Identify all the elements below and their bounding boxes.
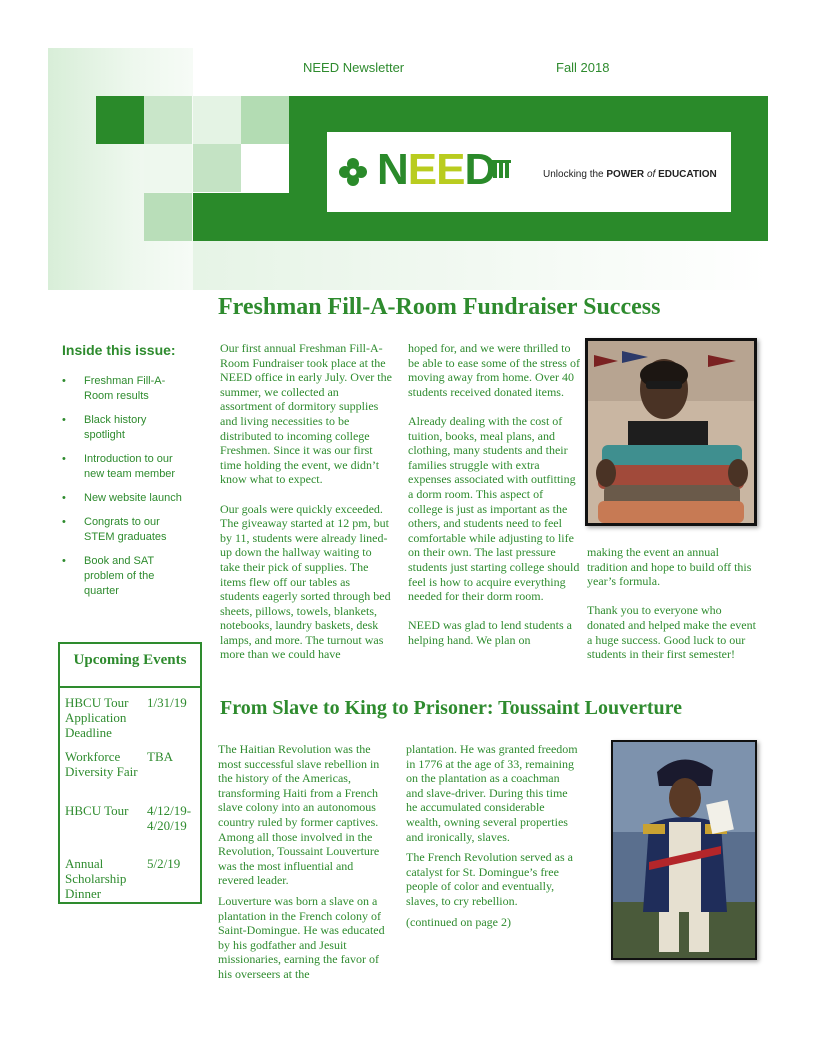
event-date: 1/31/19 <box>147 695 187 710</box>
student-photo <box>585 338 757 526</box>
issue-label: Fall 2018 <box>556 60 610 75</box>
event-date: 5/2/19 <box>147 856 181 871</box>
toc-item: • Congrats to our STEM graduates <box>60 515 190 545</box>
wordmark-n: N <box>377 145 408 194</box>
article2-paragraph: plantation. He was granted freedom in 1776 at the age of 33, remaining on the plantation as a coachman and slave-driver. During this time he accumulated considerable wealth, owning several properties and ironically, slaves. <box>406 742 578 844</box>
article2-paragraph: The Haitian Revolution was the most successful slave rebellion in the history of the Americas, transforming Haiti from a French slave colony into an autonomous country ruled by former captives. Among all those involved in the Revolution, Toussaint Louverture was the most influential and revered leader. <box>218 742 380 888</box>
event-date: 4/12/19-4/20/19 <box>147 803 192 833</box>
sidebar-title: Inside this issue: <box>62 342 176 358</box>
toc-item: • New website launch <box>60 491 190 506</box>
student-photo-image <box>588 341 754 523</box>
event-name: HBCU Tour <box>65 803 129 818</box>
banner-fade-strip <box>193 241 768 290</box>
article1-paragraph: making the event an annual tradition and hope to build off this year’s formula. <box>587 545 752 589</box>
event-name: Workforce Diversity Fair <box>65 749 138 779</box>
article1-column-1 <box>220 341 392 677</box>
newsletter-label: NEED Newsletter <box>303 60 405 75</box>
need-wordmark <box>377 144 495 196</box>
article1-paragraph: hoped for, and we were thrilled to be able to ease some of the stress of moving away from home. Over 40 students received donated items. <box>408 341 580 399</box>
tagline-education: EDUCATION <box>658 169 717 180</box>
tagline-power: POWER <box>606 169 645 180</box>
article1-paragraph: Our goals were quickly exceeded. The giveaway started at 12 pm, but by 11, students were already lined-up down the hallway waiting to take their pick of supplies. The items flew off our tables as students eagerly sorted through bed sheets, pillows, towels, blankets, notebooks, laundry baskets, desk lamps, and more. The turnout was more than we could have <box>220 501 391 662</box>
events-title: Upcoming Events <box>60 644 200 688</box>
wordmark-d: D <box>464 145 496 194</box>
toussaint-portrait-image <box>613 742 755 958</box>
article2-paragraph: Louverture was born a slave on a plantation in the French colony of Saint-Domingue. He was educated by his godfather and Jesuit missionaries, earning the favor of his overseers at the <box>218 893 385 981</box>
article2-column-2 <box>406 742 578 944</box>
event-date: TBA <box>147 749 173 764</box>
banner-square <box>193 144 241 192</box>
sidebar-toc <box>60 374 190 608</box>
logo-tagline <box>543 169 717 180</box>
need-logo <box>327 132 731 212</box>
wordmark-ee: EE <box>407 145 465 194</box>
article1-paragraph: Our first annual Freshman Fill-A-Room Fundraiser took place at the NEED office in early July. Over the summer, we collected an assortment of dormitory supplies and living necessities to be distributed to incoming college Freshmen. Since it was our first time holding the event, we didn’t know what to expect. <box>220 341 392 487</box>
banner-square <box>193 96 241 144</box>
toc-item: • Book and SAT problem of the quarter <box>60 554 190 599</box>
article1-paragraph: Already dealing with the cost of tuition, books, meal plans, and clothing, many students and their families struggle with extra expenses associated with outfitting a dorm room. This aspect of college is just as important as the others, and students need to feel comfortable while adjusting to life on their own. The last pressure students just starting college should feel is how to acquire everything needed for their dorm room. <box>408 413 580 604</box>
banner-square <box>144 144 192 192</box>
event-name: Annual Scholarship Dinner <box>65 856 127 901</box>
tagline-of: of <box>646 169 656 180</box>
toc-item: • Black history spotlight <box>60 413 190 443</box>
article1-paragraph: Thank you to everyone who donated and helped make the event a huge success. Good luck to our students in their first semester! <box>587 603 756 662</box>
article2-headline: From Slave to King to Prisoner: Toussaint Louverture <box>220 697 683 719</box>
upcoming-events-box <box>58 642 202 904</box>
tagline-prefix: Unlocking the <box>543 169 607 180</box>
banner-green-panel <box>193 193 289 241</box>
banner-square <box>144 193 192 241</box>
banner-square <box>96 96 144 144</box>
article2-column-1 <box>218 742 390 996</box>
toussaint-portrait <box>611 740 757 960</box>
article1-headline: Freshman Fill-A-Room Fundraiser Success <box>218 294 661 320</box>
article1-paragraph: NEED was glad to lend students a helping hand. We plan on <box>408 618 572 647</box>
event-name: HBCU Tour Application Deadline <box>65 695 129 740</box>
toc-item: • Freshman Fill-A-Room results <box>60 374 190 404</box>
toc-item: • Introduction to our new team member <box>60 452 190 482</box>
article1-column-2 <box>408 341 580 662</box>
continued-note: (continued on page 2) <box>406 914 511 929</box>
article1-column-3 <box>587 545 759 676</box>
banner-square <box>241 96 289 144</box>
article2-paragraph: The French Revolution served as a catalyst for St. Domingue’s free people of color and eventually, slaves, to cry rebellion. <box>406 850 573 908</box>
banner-square <box>144 96 192 144</box>
